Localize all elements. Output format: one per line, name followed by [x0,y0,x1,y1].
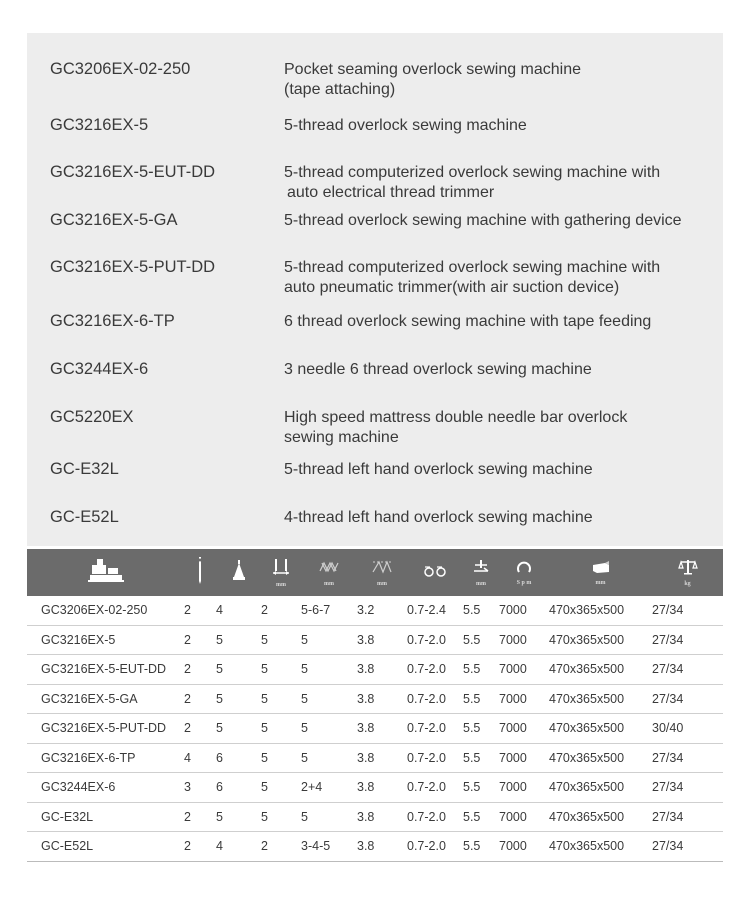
cell-differential-feed: 0.7-2.0 [407,802,463,832]
model-description [284,312,651,332]
cell-speed: 7000 [499,655,549,685]
unit-label: kg [684,580,691,587]
model-code: GC3206EX-02-250 [50,60,191,78]
cell-needles: 4 [184,743,216,773]
cell-weight: 27/34 [652,596,723,625]
model-description [284,163,660,203]
cell-stitch-width: 5 [261,684,301,714]
cell-stitch-width: 5 [261,625,301,655]
cell-needles: 2 [184,802,216,832]
cell-speed: 7000 [499,596,549,625]
model-description-line1: High speed mattress double needle bar overlock [284,409,628,426]
cell-threads: 5 [216,625,261,655]
cell-dimensions: 470x365x500 [549,832,652,862]
header-machine [27,549,184,596]
cell-overedge-width: 5 [301,625,357,655]
model-code: GC3216EX-5 [50,116,149,134]
cell-speed: 7000 [499,714,549,744]
model-description [284,460,593,480]
cell-presser-foot-lift: 5.5 [463,714,499,744]
model-description-line2: (tape attaching) [284,81,396,98]
model-description-line2: auto electrical thread trimmer [287,184,495,201]
cell-differential-feed: 0.7-2.0 [407,625,463,655]
model-description [284,258,660,298]
cell-threads: 4 [216,832,261,862]
cell-overedge-width: 2+4 [301,773,357,803]
unit-label: mm [377,580,387,587]
cell-differential-feed: 0.7-2.0 [407,714,463,744]
cell-stitch-length: 3.8 [357,802,407,832]
table-row [27,773,723,803]
unit-label: mm [476,580,486,587]
cell-needles: 2 [184,714,216,744]
cell-weight: 27/34 [652,743,723,773]
cell-needles: 3 [184,773,216,803]
cell-stitch-width: 5 [261,802,301,832]
header-presser-foot-lift [463,549,499,596]
cell-weight: 27/34 [652,625,723,655]
cell-stitch-width: 5 [261,773,301,803]
model-description-line1: 3 needle 6 thread overlock sewing machine [284,361,592,378]
header-stitch-width [261,549,301,596]
box-dimension-icon [591,560,611,574]
model-list-panel [27,33,723,546]
spec-header-row [27,549,723,596]
model-code: GC5220EX [50,408,134,426]
thread-cone-icon [232,559,246,581]
cell-dimensions: 470x365x500 [549,596,652,625]
model-description-line1: Pocket seaming overlock sewing machine [284,61,582,78]
cell-differential-feed: 0.7-2.4 [407,596,463,625]
cell-presser-foot-lift: 5.5 [463,773,499,803]
cell-model: GC3216EX-5 [27,625,184,655]
cell-stitch-length: 3.8 [357,714,407,744]
cell-stitch-width: 5 [261,743,301,773]
cell-threads: 5 [216,714,261,744]
header-dimensions [549,549,652,596]
cell-dimensions: 470x365x500 [549,714,652,744]
table-row [27,684,723,714]
cell-overedge-width: 5 [301,714,357,744]
model-code: GC3216EX-5-PUT-DD [50,258,216,276]
model-description [284,508,593,528]
table-row [27,714,723,744]
cell-presser-foot-lift: 5.5 [463,743,499,773]
model-code: GC-E52L [50,508,119,526]
cell-stitch-length: 3.8 [357,832,407,862]
cell-model: GC3216EX-5-EUT-DD [27,655,184,685]
cell-model: GC3216EX-5-GA [27,684,184,714]
unit-label: mm [276,581,286,588]
unit-label: S p m [516,579,532,586]
cell-needles: 2 [184,625,216,655]
cell-overedge-width: 5 [301,802,357,832]
model-description-line1: 5-thread computerized overlock sewing machine with [284,164,661,181]
model-code: GC3216EX-5-GA [50,211,178,229]
cell-stitch-length: 3.8 [357,773,407,803]
table-row [27,743,723,773]
model-description-line1: 5-thread left hand overlock sewing machine [284,461,593,478]
cell-weight: 27/34 [652,684,723,714]
cell-threads: 4 [216,596,261,625]
weight-scale-icon [678,559,698,575]
cell-model: GC-E52L [27,832,184,862]
table-row [27,596,723,625]
cell-weight: 30/40 [652,714,723,744]
cell-dimensions: 470x365x500 [549,743,652,773]
header-differential-feed [407,549,463,596]
cell-overedge-width: 5 [301,684,357,714]
model-description [284,360,592,380]
model-description-line1: 5-thread overlock sewing machine [284,117,527,134]
header-needles [184,549,216,596]
cell-stitch-length: 3.8 [357,625,407,655]
differential-feed-icon [422,565,448,577]
cell-stitch-length: 3.8 [357,655,407,685]
cell-differential-feed: 0.7-2.0 [407,684,463,714]
cell-threads: 5 [216,802,261,832]
header-overedge-width [301,549,357,596]
model-description [284,116,527,136]
cell-needles: 2 [184,684,216,714]
model-code: GC3244EX-6 [50,360,149,378]
model-description [284,60,581,100]
cell-dimensions: 470x365x500 [549,625,652,655]
machine-icon [86,557,126,583]
cell-model: GC3244EX-6 [27,773,184,803]
cell-dimensions: 470x365x500 [549,655,652,685]
cell-dimensions: 470x365x500 [549,802,652,832]
cell-speed: 7000 [499,743,549,773]
cell-presser-foot-lift: 5.5 [463,596,499,625]
cell-speed: 7000 [499,773,549,803]
presser-foot-lift-icon [472,559,490,575]
cell-presser-foot-lift: 5.5 [463,832,499,862]
cell-speed: 7000 [499,832,549,862]
cell-stitch-length: 3.2 [357,596,407,625]
cell-weight: 27/34 [652,655,723,685]
model-description-line1: 6 thread overlock sewing machine with tape feeding [284,313,652,330]
cell-threads: 5 [216,655,261,685]
cell-speed: 7000 [499,625,549,655]
cell-model: GC3206EX-02-250 [27,596,184,625]
cell-threads: 6 [216,773,261,803]
cell-speed: 7000 [499,684,549,714]
header-stitch-length [357,549,407,596]
cell-stitch-width: 2 [261,596,301,625]
cell-weight: 27/34 [652,802,723,832]
cell-overedge-width: 5 [301,743,357,773]
spec-table [27,549,723,862]
cell-stitch-width: 5 [261,714,301,744]
needle-icon [196,556,204,584]
cell-needles: 2 [184,655,216,685]
cell-needles: 2 [184,832,216,862]
stitch-length-icon [371,559,393,575]
model-description-line1: 5-thread overlock sewing machine with gathering device [284,212,682,229]
cell-stitch-length: 3.8 [357,684,407,714]
stitch-width-icon [271,558,291,576]
header-speed [499,549,549,596]
overedge-width-icon [318,559,340,575]
cell-presser-foot-lift: 5.5 [463,684,499,714]
cell-threads: 6 [216,743,261,773]
header-weight [652,549,723,596]
cell-stitch-length: 3.8 [357,743,407,773]
header-threads [216,549,261,596]
cell-dimensions: 470x365x500 [549,684,652,714]
cell-needles: 2 [184,596,216,625]
cell-overedge-width: 3-4-5 [301,832,357,862]
model-description [284,211,682,231]
cell-presser-foot-lift: 5.5 [463,625,499,655]
cell-presser-foot-lift: 5.5 [463,802,499,832]
table-row [27,802,723,832]
cell-speed: 7000 [499,802,549,832]
model-code: GC-E32L [50,460,119,478]
cell-weight: 27/34 [652,773,723,803]
cell-dimensions: 470x365x500 [549,773,652,803]
cell-threads: 5 [216,684,261,714]
cell-stitch-width: 5 [261,655,301,685]
table-row [27,655,723,685]
model-description-line1: 4-thread left hand overlock sewing machine [284,509,593,526]
model-description-line2: sewing machine [284,429,399,446]
cell-weight: 27/34 [652,832,723,862]
cell-model: GC-E32L [27,802,184,832]
table-row [27,625,723,655]
cell-stitch-width: 2 [261,832,301,862]
cell-presser-foot-lift: 5.5 [463,655,499,685]
model-code: GC3216EX-5-EUT-DD [50,163,216,181]
cell-differential-feed: 0.7-2.0 [407,743,463,773]
cell-overedge-width: 5-6-7 [301,596,357,625]
model-description-line2: auto pneumatic trimmer(with air suction device) [284,279,620,296]
table-row [27,832,723,862]
cell-differential-feed: 0.7-2.0 [407,773,463,803]
cell-differential-feed: 0.7-2.0 [407,655,463,685]
cell-model: GC3216EX-5-PUT-DD [27,714,184,744]
model-description-line1: 5-thread computerized overlock sewing machine with [284,259,661,276]
speed-icon [516,560,532,574]
cell-differential-feed: 0.7-2.0 [407,832,463,862]
cell-overedge-width: 5 [301,655,357,685]
model-description [284,408,627,448]
model-code: GC3216EX-6-TP [50,312,175,330]
unit-label: mm [324,580,334,587]
cell-model: GC3216EX-6-TP [27,743,184,773]
unit-label: mm [595,579,606,586]
